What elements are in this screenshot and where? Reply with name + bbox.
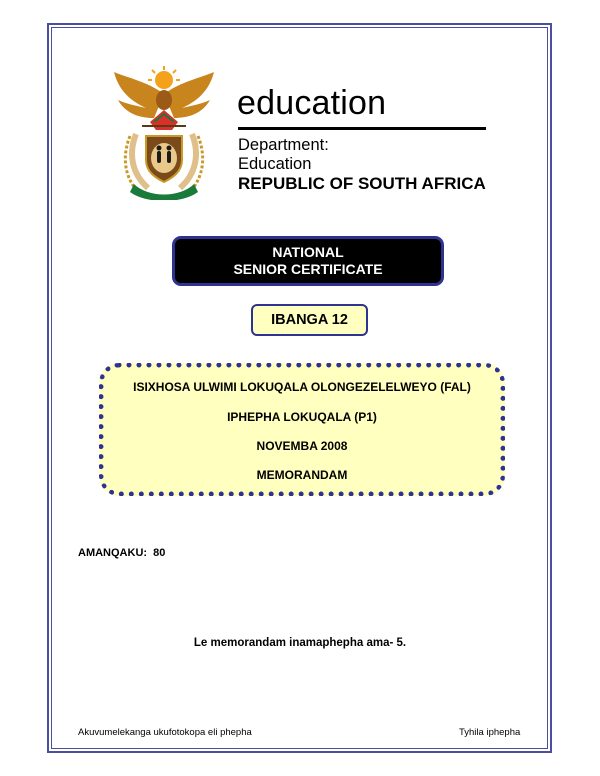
certificate-banner xyxy=(172,236,444,286)
marks-line xyxy=(78,547,165,559)
grade-label: IBANGA 12 xyxy=(271,312,348,328)
brand-title: education xyxy=(237,84,387,122)
coat-of-arms-icon xyxy=(108,64,220,200)
paper-label: IPHEPHA LOKUQALA (P1) xyxy=(227,410,377,424)
exam-date: NOVEMBA 2008 xyxy=(256,439,348,453)
department-name: Education xyxy=(238,155,312,173)
turn-page-footer: Tyhila iphepha xyxy=(459,727,521,738)
page-count-note: Le memorandam inamaphepha ama- 5. xyxy=(193,637,407,649)
marks-label: AMANQAKU: xyxy=(78,547,148,559)
certificate-line-1: NATIONAL xyxy=(272,244,344,260)
subject-name: ISIXHOSA ULWIMI LOKUQALA OLONGEZELELWEYO (FAL) xyxy=(133,380,471,394)
grade-badge xyxy=(251,304,368,336)
copyright-footer: Akuvumelekanga ukufotokopa eli phepha xyxy=(78,727,252,738)
department-label: Department: xyxy=(238,136,329,154)
brand-underline xyxy=(238,127,486,130)
subject-panel xyxy=(99,363,505,496)
certificate-line-2: SENIOR CERTIFICATE xyxy=(233,261,383,277)
marks-value: 80 xyxy=(153,547,166,559)
country-name: REPUBLIC OF SOUTH AFRICA xyxy=(238,174,486,193)
document-type: MEMORANDAM xyxy=(256,468,348,482)
